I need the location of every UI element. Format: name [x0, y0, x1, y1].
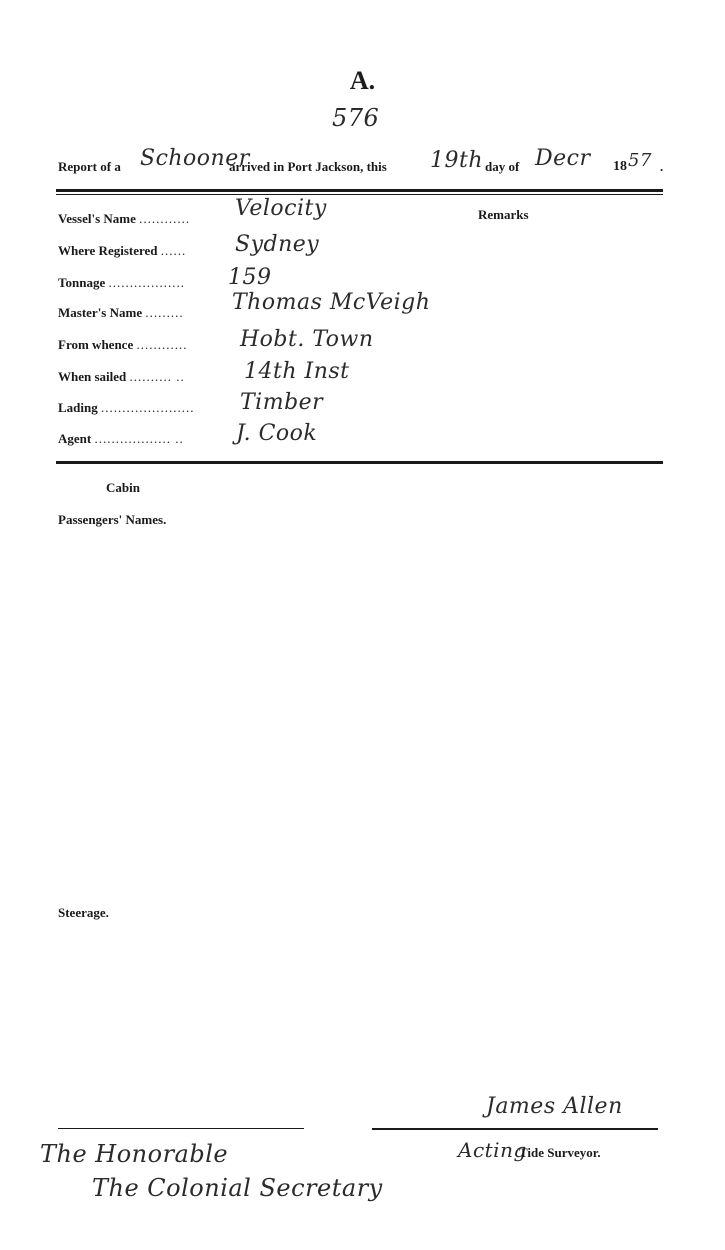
- report-year-printed: 18: [613, 159, 627, 174]
- field-label-from-whence: From whence ............: [58, 337, 188, 352]
- report-year-handwritten: 57: [628, 150, 652, 171]
- arrival-day-handwritten: 19th: [430, 148, 484, 173]
- field-label-tonnage: Tonnage ..................: [58, 275, 185, 290]
- field-value-vessel-name: Velocity: [235, 196, 327, 221]
- field-value-where-registered: Sydney: [235, 232, 320, 257]
- field-value-from-whence: Hobt. Town: [240, 327, 374, 352]
- field-label-masters-name: Master's Name .........: [58, 305, 184, 320]
- middle-divider: [56, 461, 663, 464]
- addressee-line-2: The Colonial Secretary: [92, 1174, 383, 1202]
- field-label-where-registered: Where Registered ......: [58, 243, 187, 258]
- remarks-label: Remarks: [478, 207, 529, 222]
- signature-prefix-handwritten: Acting: [458, 1138, 527, 1162]
- field-label-when-sailed: When sailed .......... ..: [58, 369, 185, 384]
- vessel-type-handwritten: Schooner: [140, 146, 250, 171]
- addressee-line: [58, 1128, 304, 1129]
- form-letter: A.: [349, 66, 376, 95]
- addressee-line-1: The Honorable: [40, 1140, 229, 1168]
- report-prefix: Report of a: [58, 159, 121, 174]
- arrival-month-handwritten: Decr: [535, 146, 591, 171]
- report-arrived-text: arrived in Port Jackson, this: [229, 159, 387, 174]
- top-divider: [56, 189, 663, 192]
- steerage-label: Steerage.: [58, 905, 109, 920]
- tide-surveyor-label: Tide Surveyor.: [519, 1145, 601, 1160]
- top-divider-thin: [56, 194, 663, 195]
- report-day-of-text: day of: [485, 159, 520, 174]
- field-value-lading: Timber: [240, 390, 324, 415]
- report-period: .: [660, 159, 664, 174]
- reference-number: 576: [332, 104, 380, 132]
- field-label-vessel-name: Vessel's Name ............: [58, 211, 191, 226]
- field-value-agent: J. Cook: [236, 421, 318, 446]
- field-value-when-sailed: 14th Inst: [244, 359, 350, 384]
- field-value-tonnage: 159: [228, 265, 272, 290]
- cabin-label: Cabin: [106, 480, 140, 495]
- field-label-lading: Lading ......................: [58, 400, 195, 415]
- field-label-agent: Agent .................. ..: [58, 431, 184, 446]
- field-value-masters-name: Thomas McVeigh: [232, 290, 431, 315]
- signature-line: [372, 1128, 658, 1130]
- surveyor-signature: James Allen: [486, 1094, 623, 1119]
- passengers-names-label: Passengers' Names.: [58, 512, 167, 527]
